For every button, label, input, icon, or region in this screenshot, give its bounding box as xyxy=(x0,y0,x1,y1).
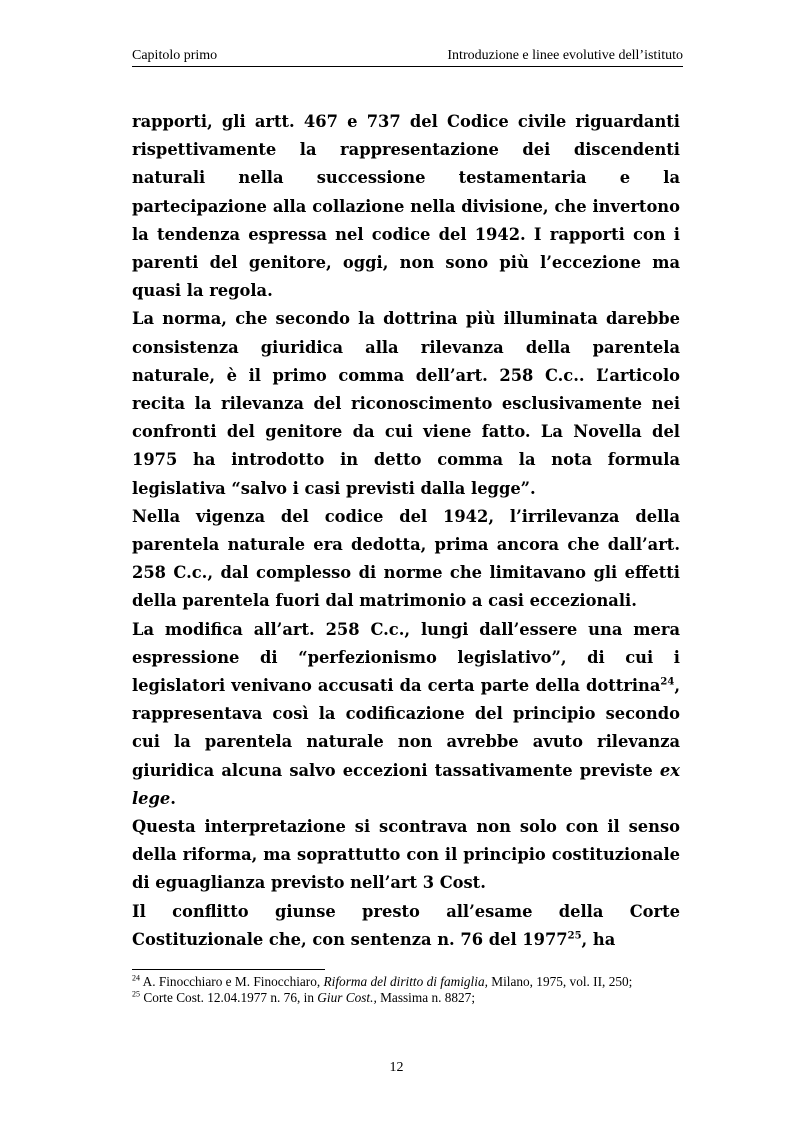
page-number: 12 xyxy=(389,1060,404,1075)
footnote-separator xyxy=(132,969,325,970)
paragraph-6-text-b: , ha xyxy=(581,929,616,949)
paragraph-3: Nella vigenza del codice del 1942, l’irrilevanza della parentela naturale era dedotta, prima ancora che dall’art. 258 C.c., dal complesso di norme che limitavano gli effetti della parentela fuori dal matrimonio a casi eccezionali. xyxy=(132,506,680,611)
footnotes xyxy=(132,974,692,1006)
paragraph-4-text-c: . xyxy=(170,788,176,808)
header-chapter: Capitolo primo xyxy=(132,48,218,63)
paragraph-1: rapporti, gli artt. 467 e 737 del Codice civile riguardanti rispettivamente la rappresentazione dei discendenti naturali nella successione testamentaria e la partecipazione alla collazione nella divisione, che invertono la tendenza espressa nel codice del 1942. I rapporti con i parenti del genitore, oggi, non sono più l’eccezione ma quasi la regola. xyxy=(132,112,680,301)
footnote-text-end: Milano, 1975, vol. II, 250; xyxy=(487,974,633,989)
running-header xyxy=(132,48,683,67)
footnote-text: A. Finocchiaro e M. Finocchiaro, xyxy=(140,974,324,989)
paragraph-4-text-a: La modifica all’art. 258 C.c., lungi dall’essere una mera espressione di “perfezionismo legislativo”, di cui i legislatori venivano accusati da certa parte della dottrina xyxy=(132,619,680,696)
footnote-number: 25 xyxy=(132,989,140,999)
paragraph-4 xyxy=(132,616,680,813)
footnote-number: 24 xyxy=(132,973,140,983)
footnote-title: Giur Cost., xyxy=(317,990,377,1005)
footnote-title: Riforma del diritto di famiglia, xyxy=(323,974,488,989)
body-text xyxy=(132,108,680,954)
paragraph-5: Questa interpretazione si scontrava non solo con il senso della riforma, ma soprattutto con il principio costituzionale di eguaglianza previsto nell’art 3 Cost. xyxy=(132,817,680,893)
footnote-ref-25[interactable]: 25 xyxy=(567,930,582,942)
footnote-text: Corte Cost. 12.04.1977 n. 76, in xyxy=(140,990,318,1005)
paragraph-6-text-a: Il conflitto giunse presto all’esame della Corte Costituzionale che, con sentenza n. 76 del 1977 xyxy=(132,901,680,949)
footnote-24 xyxy=(132,974,692,990)
paragraph-6 xyxy=(132,898,680,954)
paragraph-2: La norma, che secondo la dottrina più illuminata darebbe consistenza giuridica alla rilevanza della parentela naturale, è il primo comma dell’art. 258 C.c.. L’articolo recita la rilevanza del riconoscimento esclusivamente nei confronti del genitore da cui viene fatto. La Novella del 1975 ha introdotto in detto comma la nota formula legislativa “salvo i casi previsti dalla legge”. xyxy=(132,309,680,498)
footnote-25 xyxy=(132,990,692,1006)
latin-term: ex lege xyxy=(132,760,680,808)
header-section-title: Introduzione e linee evolutive dell’istituto xyxy=(447,48,683,63)
paragraph-4-text-b: , rappresentava così la codificazione del principio secondo cui la parentela naturale non avrebbe avuto rilevanza giuridica alcuna salvo eccezioni tassativamente previste xyxy=(132,676,680,780)
footnote-ref-24[interactable]: 24 xyxy=(660,676,675,688)
footnote-text-end: Massima n. 8827; xyxy=(376,990,476,1005)
